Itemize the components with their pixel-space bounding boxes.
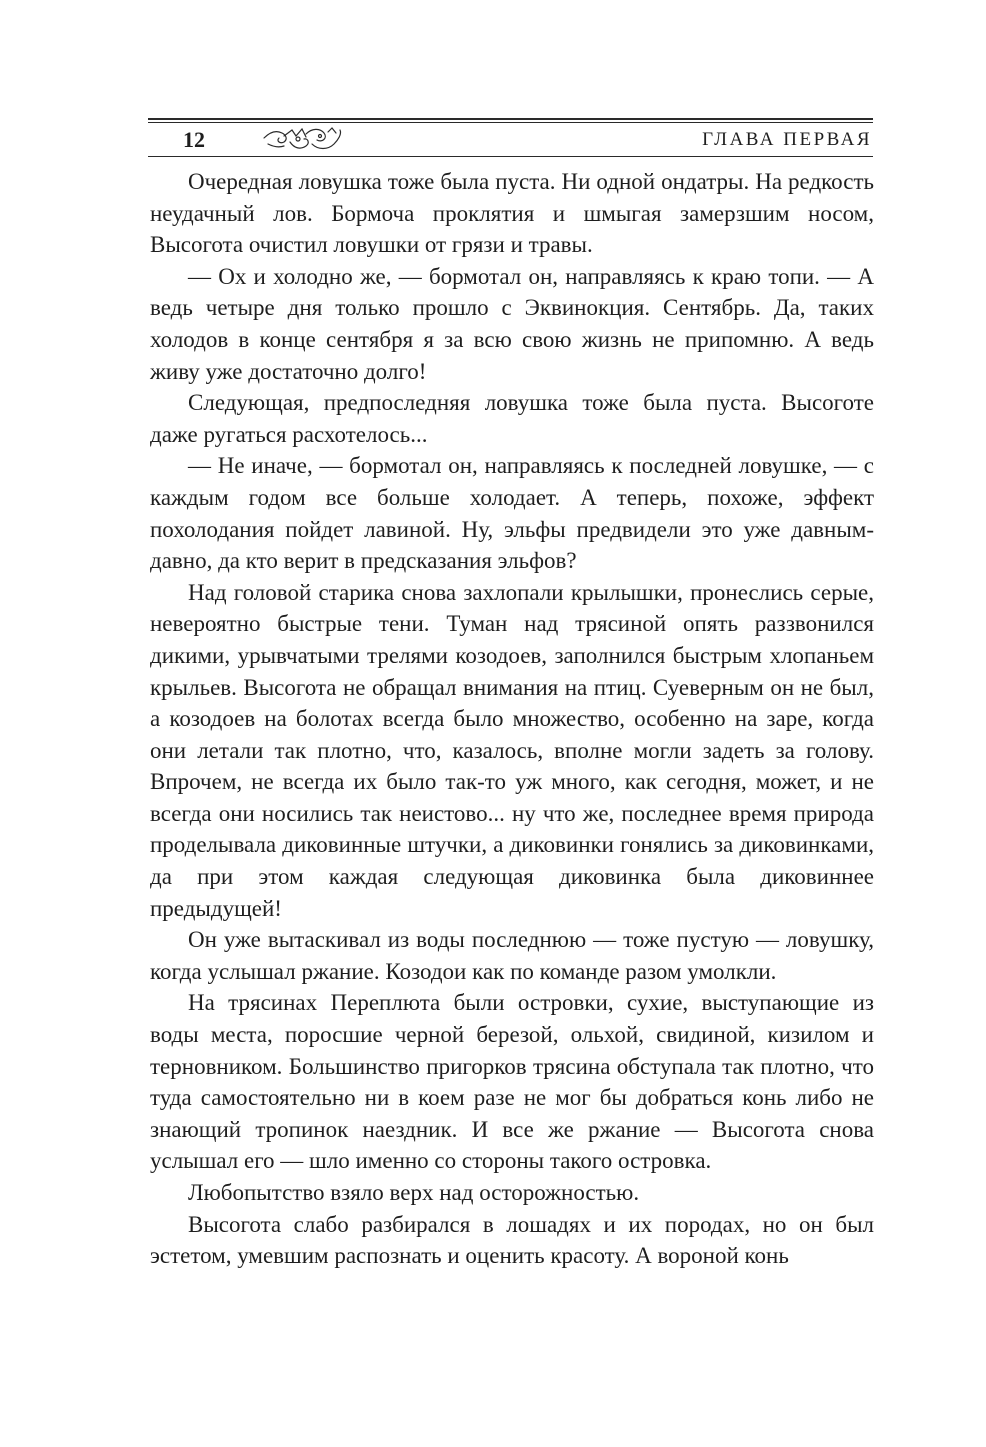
paragraph: Высогота слабо разбирался в лошадях и их породах, но он был эстетом, умевшим распознать и оценить красоту. А вороной конь: [150, 1211, 874, 1269]
paragraph: Очередная ловушка тоже была пуста. Ни одной ондатры. На редкость неудачный лов. Бормоча проклятия и шмыгая замерзшим носом, Высогота очистил ловушки от грязи и травы.: [150, 169, 874, 258]
paragraph: Следующая, предпоследняя ловушка тоже была пуста. Высоготе даже ругаться расхотелось...: [150, 390, 874, 447]
header-rule-top-thin: [148, 122, 873, 123]
page-number: 12: [183, 127, 205, 152]
paragraph: Он уже вытаскивал из воды последнюю — тоже пустую — ловушку, когда услышал ржание. Козодои как по команде разом умолкли.: [150, 927, 874, 984]
paragraph: — Не иначе, — бормотал он, направляясь к последней ловушке, — с каждым годом все больше холодает. А теперь, похоже, эффект похолодания пойдет лавиной. Ну, эльфы предвидели это уже давным-давно, да кто верит в предсказания эльфов?: [150, 453, 874, 574]
paragraph: — Ох и холодно же, — бормотал он, направляясь к краю топи. — А ведь четыре дня только прошло с Эквинокция. Сентябрь. Да, таких холодов в конце сентября я за всю свою жизнь не припомню. А ведь живу уже достаточно долго!: [150, 263, 874, 384]
paragraph: На трясинах Переплюта были островки, сухие, выступающие из воды места, поросшие черной березой, ольхой, свидиной, кизилом и терновником. Большинство пригорков трясина обступала так плотно, что туда самостоятельно ни в коем разе не мог бы добраться конь либо не знающий тропинок наездник. И все же ржание — Высогота снова услышал его — шло именно со стороны такого островка.: [150, 990, 874, 1174]
paragraph: Любопытство взяло верх над осторожностью.: [188, 1180, 640, 1205]
ornament-icon: [262, 124, 344, 154]
header-rule-top: [148, 118, 873, 120]
header-rule-bottom: [148, 156, 873, 157]
running-head: ГЛАВА ПЕРВАЯ: [702, 129, 872, 150]
paragraph: Над головой старика снова захлопали крылышки, пронеслись серые, невероятно быстрые тени. Туман над трясиной опять раззвонился дикими, урывчатыми трелями козодоев, заполнился быстрым хлопаньем крыльев. Высогота не обращал внимания на птиц. Суеверным он не был, а козодоев на болотах всегда было множество, особенно на заре, когда они летали так плотно, что, казалось, вполне могли задеть за голову. Впрочем, не всегда их было так-то уж много, как сегодня, может, и не всегда они носились так неистово... ну что же, последнее время природа проделывала диковинные штучки, а диковинки гонялись за диковинками, да при этом каждая следующая диковинка была диковиннее предыдущей!: [150, 579, 874, 921]
body-text: [150, 166, 874, 1272]
